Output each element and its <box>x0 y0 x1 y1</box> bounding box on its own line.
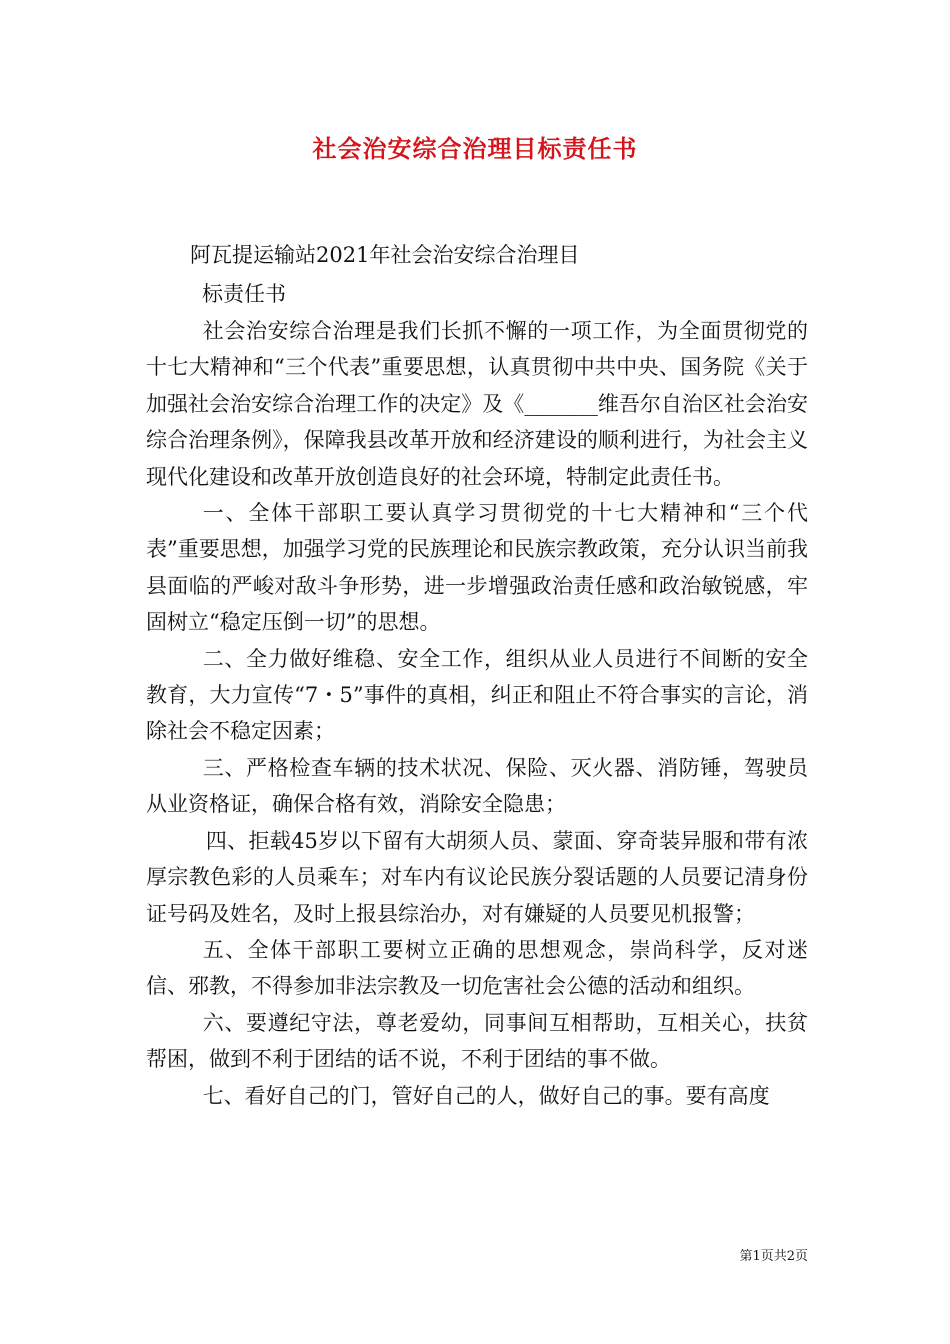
paragraph-item-3: 三、严格检查车辆的技术状况、保险、灭火器、消防锤，驾驶员从业资格证，确保合格有效，消除安全隐患； <box>146 755 808 817</box>
document-body <box>146 313 808 1114</box>
paragraph-item-4: 四、拒载45岁以下留有大胡须人员、蒙面、穿奇装异服和带有浓厚宗教色彩的人员乘车；对车内有议论民族分裂话题的人员要记清身份证号码及姓名，及时上报县综治办，对有嫌疑的人员要见机报警； <box>146 828 808 926</box>
paragraph-item-2: 二、全力做好维稳、安全工作，组织从业人员进行不间断的安全教育，大力宣传“7・5”事件的真相，纠正和阻止不符合事实的言论，消除社会不稳定因素； <box>146 646 808 744</box>
page-number: 第1页共2页 <box>739 1249 808 1264</box>
paragraph-item-5: 五、全体干部职工要树立正确的思想观念，崇尚科学，反对迷信、邪教，不得参加非法宗教及一切危害社会公德的活动和组织。 <box>146 937 808 999</box>
paragraph-item-1: 一、全体干部职工要认真学习贯彻党的十七大精神和“三个代表”重要思想，加强学习党的民族理论和民族宗教政策，充分认识当前我县面临的严峻对敌斗争形势，进一步增强政治责任感和政治敏锐感，牢固树立“稳定压倒一切”的思想。 <box>146 501 808 635</box>
paragraph-item-6: 六、要遵纪守法，尊老爱幼，同事间互相帮助，互相关心，扶贫帮困，做到不利于团结的话不说，不利于团结的事不做。 <box>146 1010 808 1072</box>
document-title: 社会治安综合治理目标责任书 <box>312 134 638 163</box>
subtitle-line-2: 标责任书 <box>202 282 286 306</box>
subtitle-line-1: 阿瓦提运输站2021年社会治安综合治理目 <box>190 243 580 267</box>
paragraph-intro: 社会治安综合治理是我们长抓不懈的一项工作，为全面贯彻党的十七大精神和“三个代表”重要思想，认真贯彻中共中央、国务院《关于加强社会治安综合治理工作的决定》及《_______维吾尔自治区社会治安综合治理条例》，保障我县改革开放和经济建设的顺利进行，为社会主义现代化建设和改革开放创造良好的社会环境，特制定此责任书。 <box>146 319 808 489</box>
paragraph-item-7: 七、看好自己的门，管好自己的人，做好自己的事。要有高度 <box>202 1083 770 1108</box>
